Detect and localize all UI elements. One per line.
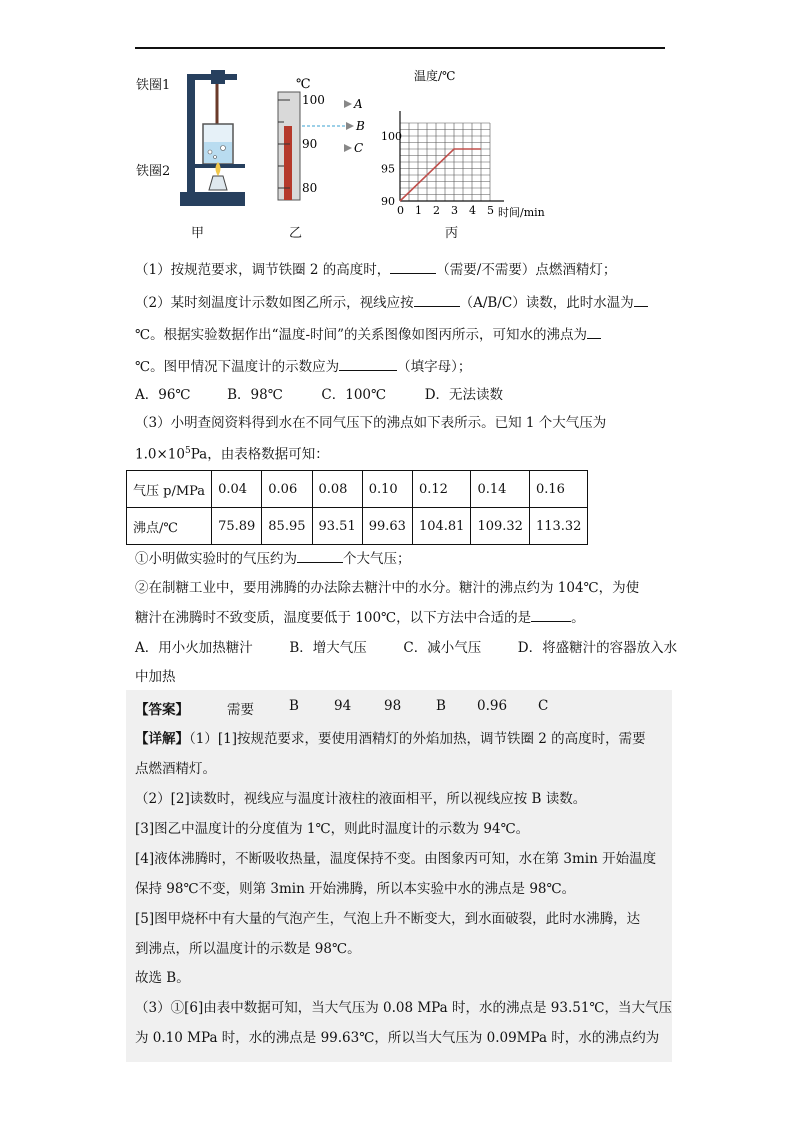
ring1-label: 铁圈1	[136, 78, 171, 93]
detail-line-9: 故选 B。	[135, 970, 190, 986]
caption-bing: 丙	[445, 226, 459, 241]
table-cell: 0.14	[471, 471, 530, 508]
table-cell: 0.08	[312, 471, 362, 508]
table-cell: 109.32	[471, 508, 530, 545]
question-2-line3: ℃。图甲情况下温度计的示数应为 （填字母）；	[135, 356, 471, 377]
option-d[interactable]: D．无法读数	[424, 387, 504, 403]
detail-line-10: （3）①[6]由表中数据可知，当大气压为 0.08 MPa 时，水的沸点是 93.51℃，当大气压	[135, 1000, 673, 1016]
question-3-line1: （3）小明查阅资料得到水在不同气压下的沸点如下表所示。已知 1 个大气压为	[135, 415, 607, 431]
view-a-label: A	[354, 97, 363, 111]
option-c[interactable]: C．100℃	[321, 387, 387, 403]
table-cell: 99.63	[362, 508, 412, 545]
answer-item-4: 98	[384, 698, 402, 714]
x-tick-label: 1	[415, 204, 422, 217]
question-3-line2: $1.0\times 10^5Pa$，由表格数据可知：	[135, 446, 329, 463]
thermometer-tick-80: 80	[302, 181, 318, 195]
detail-line-3: （2）[2]读数时，视线应与温度计液柱的液面相平，所以视线应按 B 读数。	[135, 791, 587, 807]
thermometer-tick-90: 90	[302, 137, 318, 151]
x-tick-label: 2	[433, 204, 440, 217]
answer-item-7: C	[538, 698, 549, 714]
blank-6[interactable]	[297, 548, 343, 563]
question-3-sub2-line1: ②在制糖工业中，要用沸腾的办法除去糖汁中的水分。糖汁的沸点约为 104℃，为使	[135, 580, 640, 596]
table-cell: 104.81	[412, 508, 471, 545]
view-b-label: B	[356, 119, 365, 133]
blank-7[interactable]	[531, 607, 571, 622]
chart-x-ticks	[397, 204, 494, 217]
detail-line-4: [3]图乙中温度计的分度值为 1℃，则此时温度计的示数为 94℃。	[135, 821, 530, 837]
chart-xlabel: 时间/min	[498, 206, 545, 219]
table-cell: 113.32	[529, 508, 588, 545]
table-cell: 0.10	[362, 471, 412, 508]
thermometer-unit: ℃	[296, 77, 311, 92]
blank-3[interactable]	[634, 292, 648, 307]
option-c[interactable]: C．减小气压	[403, 640, 482, 656]
view-c-label: C	[354, 141, 364, 155]
question-3-sub1: ①小明做实验时的气压约为 个大气压；	[135, 548, 411, 569]
ring2-label: 铁圈2	[136, 164, 171, 179]
table-cell: 0.16	[529, 471, 588, 508]
y-tick-label: 95	[381, 162, 395, 176]
x-tick-label: 5	[487, 204, 494, 217]
answer-item-6: 0.96	[477, 698, 508, 714]
table-row-boiling	[127, 508, 588, 545]
question-3-options	[135, 638, 677, 658]
option-a[interactable]: A．用小火加热糖汁	[135, 640, 253, 656]
y-tick-label: 90	[381, 195, 395, 208]
chart-grid	[400, 123, 490, 201]
header-rule	[135, 47, 665, 49]
chart-y-ticks	[381, 130, 402, 208]
chart-ylabel: 温度/℃	[414, 69, 456, 83]
eye-icon-a	[344, 100, 352, 108]
blank-5[interactable]	[339, 356, 397, 371]
question-2-line2: ℃。根据实验数据作出“温度-时间”的关系图像如图丙所示，可知水的沸点为	[135, 324, 601, 345]
answer-item-3: 94	[334, 698, 352, 714]
eye-icon-b	[346, 122, 354, 130]
detail-line-1: 【详解】（1）[1]按规范要求，要使用酒精灯的外焰加热，调节铁圈 2 的高度时，需要	[135, 731, 646, 747]
x-tick-label: 4	[469, 204, 476, 217]
thermometer-tick-100: 100	[302, 93, 325, 107]
detail-line-11: 为 0.10 MPa 时，水的沸点是 99.63℃，所以当大气压为 0.09MPa 时，水的沸点约为	[135, 1030, 660, 1046]
option-a[interactable]: A．96℃	[135, 387, 191, 403]
detail-line-5: [4]液体沸腾时，不断吸收热量，温度保持不变。由图象丙可知，水在第 3min 开始温度	[135, 851, 657, 867]
question-2-line1: （2）某时刻温度计示数如图乙所示，视线应按 （A/B/C）读数，此时水温为	[135, 292, 648, 313]
table-cell: 0.06	[262, 471, 312, 508]
answer-label: 【答案】	[135, 702, 189, 718]
chart-axes	[400, 111, 504, 201]
table-cell: 75.89	[212, 508, 262, 545]
table-cell: 85.95	[262, 508, 312, 545]
caption-jia: 甲	[191, 226, 205, 241]
question-3-options-cont: 中加热	[135, 669, 176, 685]
answer-item-5: B	[436, 698, 446, 714]
table-header-pressure: 气压 p/MPa	[127, 471, 212, 508]
option-b[interactable]: B．增大气压	[289, 640, 367, 656]
option-b[interactable]: B．98℃	[227, 387, 283, 403]
x-tick-label: 3	[451, 204, 458, 217]
table-cell: 0.04	[212, 471, 262, 508]
blank-1[interactable]	[390, 259, 436, 274]
table-cell: 0.12	[412, 471, 471, 508]
table-header-boiling: 沸点/℃	[127, 508, 212, 545]
option-d[interactable]: D．将盛糖汁的容器放入水	[517, 640, 678, 656]
answer-item-2: B	[289, 698, 299, 714]
blank-4[interactable]	[587, 324, 601, 339]
table-row-pressure	[127, 471, 588, 508]
question-3-sub2-line2: 糖汁在沸腾时不致变质，温度要低于 100℃，以下方法中合适的是 。	[135, 607, 585, 628]
figure-yi-thermometer	[268, 62, 378, 202]
answer-item-1: 需要	[227, 702, 254, 718]
pressure-boiling-table	[126, 470, 588, 545]
question-2-options	[135, 385, 503, 405]
question-1: （1）按规范要求，调节铁圈 2 的高度时， （需要/不需要）点燃酒精灯；	[135, 259, 616, 280]
detail-line-6: 保持 98℃不变，则第 3min 开始沸腾，所以本实验中水的沸点是 98℃。	[135, 881, 576, 897]
blank-2[interactable]	[414, 292, 460, 307]
detail-line-7: [5]图甲烧杯中有大量的气泡产生，气泡上升不断变大，到水面破裂，此时水沸腾，达	[135, 911, 641, 927]
table-cell: 93.51	[312, 508, 362, 545]
detail-line-2: 点燃酒精灯。	[135, 761, 216, 777]
caption-yi: 乙	[289, 226, 303, 241]
detail-line-8: 到沸点，所以温度计的示数是 98℃。	[135, 941, 361, 957]
x-tick-label: 0	[397, 204, 404, 217]
figure-bing-chart	[380, 62, 560, 220]
eye-icon-c	[344, 144, 352, 152]
y-tick-label: 100	[381, 130, 402, 143]
